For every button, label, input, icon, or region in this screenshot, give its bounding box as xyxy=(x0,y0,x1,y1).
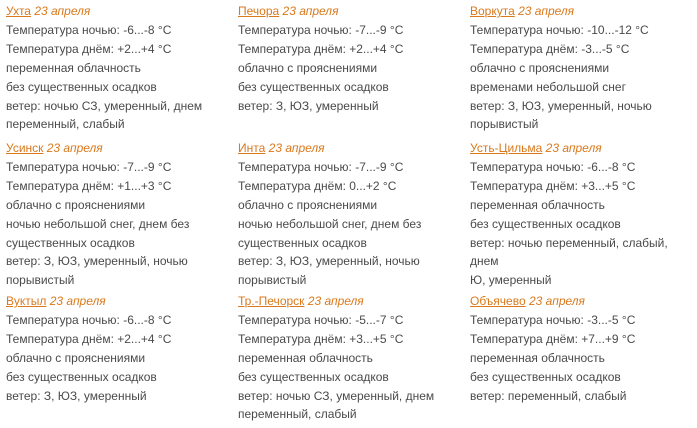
forecast-line: Температура ночью: -6...-8 °С xyxy=(6,22,172,37)
forecast-date: 23 апреля xyxy=(518,4,575,18)
forecast-line: временами небольшой снег xyxy=(470,79,626,94)
forecast-card xyxy=(6,2,238,139)
forecast-card xyxy=(6,292,238,426)
city-link[interactable]: Печора xyxy=(238,4,280,18)
city-link[interactable]: Усинск xyxy=(6,141,44,155)
forecast-line: переменный, слабый xyxy=(6,117,125,132)
forecast-card xyxy=(238,2,470,139)
city-link[interactable]: Инта xyxy=(238,141,266,155)
forecast-line: Температура ночью: -7...-9 °С xyxy=(238,22,404,37)
forecast-line: без существенных осадков xyxy=(6,79,157,94)
forecast-line: ветер: ночью переменный, слабый, днем xyxy=(470,235,668,269)
city-link[interactable]: Тр.-Печорск xyxy=(238,294,305,308)
forecast-card xyxy=(470,2,696,139)
forecast-line: Температура днём: +3...+5 °С xyxy=(238,331,404,346)
city-link[interactable]: Объячево xyxy=(470,294,526,308)
forecast-line: облачно с прояснениями xyxy=(6,197,146,212)
forecast-header xyxy=(470,292,696,311)
forecast-header xyxy=(6,292,238,311)
forecast-line: Температура ночью: -6...-8 °С xyxy=(470,159,636,174)
forecast-header xyxy=(470,2,696,21)
forecast-card xyxy=(470,139,696,292)
forecast-line: Температура ночью: -10...-12 °С xyxy=(470,22,649,37)
forecast-line: ветер: З, ЮЗ, умеренный, ночью xyxy=(470,98,652,113)
forecast-line: Температура днём: 0...+2 °С xyxy=(238,178,397,193)
forecast-line: переменная облачность xyxy=(470,197,605,212)
forecast-date: 23 апреля xyxy=(34,4,91,18)
forecast-card xyxy=(470,292,696,426)
forecast-line: Температура ночью: -5...-7 °С xyxy=(238,312,404,327)
city-link[interactable]: Ухта xyxy=(6,4,31,18)
forecast-line: существенных осадков xyxy=(6,235,135,250)
forecast-line: ветер: ночью СЗ, умеренный, днем xyxy=(238,388,435,403)
forecast-line: Температура днём: +2...+4 °С xyxy=(6,331,172,346)
forecast-date: 23 апреля xyxy=(307,294,364,308)
forecast-date: 23 апреля xyxy=(545,141,602,155)
forecast-line: Температура днём: -3...-5 °С xyxy=(470,41,630,56)
forecast-line: Температура ночью: -7...-9 °С xyxy=(238,159,404,174)
forecast-line: Температура днём: +1...+3 °С xyxy=(6,178,172,193)
forecast-line: облачно с прояснениями xyxy=(470,60,610,75)
forecast-date: 23 апреля xyxy=(46,141,103,155)
forecast-line: Температура днём: +2...+4 °С xyxy=(6,41,172,56)
forecast-line: ветер: З, ЮЗ, умеренный, ночью xyxy=(238,254,420,269)
forecast-line: переменный, слабый xyxy=(238,407,357,422)
forecast-line: порывистый xyxy=(6,273,75,288)
forecast-line: ночью небольшой снег, днем без xyxy=(238,216,422,231)
forecast-date: 23 апреля xyxy=(49,294,106,308)
forecast-date: 23 апреля xyxy=(282,4,339,18)
forecast-line: переменная облачность xyxy=(238,350,373,365)
forecast-card xyxy=(6,139,238,292)
forecast-card xyxy=(238,292,470,426)
forecast-line: порывистый xyxy=(238,273,307,288)
forecast-line: Температура ночью: -6...-8 °С xyxy=(6,312,172,327)
forecast-line: ветер: З, ЮЗ, умеренный xyxy=(238,98,379,113)
forecast-line: облачно с прояснениями xyxy=(238,197,378,212)
forecast-line: облачно с прояснениями xyxy=(238,60,378,75)
forecast-header xyxy=(6,139,238,158)
forecast-line: без существенных осадков xyxy=(470,216,621,231)
forecast-grid xyxy=(6,2,696,426)
forecast-header xyxy=(470,139,696,158)
forecast-line: ветер: переменный, слабый xyxy=(470,388,627,403)
forecast-header xyxy=(238,139,470,158)
forecast-line: Температура ночью: -7...-9 °С xyxy=(6,159,172,174)
forecast-line: ветер: З, ЮЗ, умеренный, ночью xyxy=(6,254,188,269)
forecast-line: Температура ночью: -3...-5 °С xyxy=(470,312,636,327)
forecast-date: 23 апреля xyxy=(529,294,585,308)
forecast-line: без существенных осадков xyxy=(238,369,389,384)
forecast-line: Температура днём: +2...+4 °С xyxy=(238,41,404,56)
forecast-line: ветер: ночью СЗ, умеренный, днем xyxy=(6,98,203,113)
forecast-line: Температура днём: +7...+9 °С xyxy=(470,331,636,346)
forecast-line: Температура днём: +3...+5 °С xyxy=(470,178,636,193)
forecast-card xyxy=(238,139,470,292)
forecast-line: ночью небольшой снег, днем без xyxy=(6,216,190,231)
city-link[interactable]: Усть-Цильма xyxy=(470,141,543,155)
forecast-line: без существенных осадков xyxy=(238,79,389,94)
forecast-line: переменная облачность xyxy=(470,350,605,365)
forecast-line: порывистый xyxy=(470,117,539,132)
forecast-line: без существенных осадков xyxy=(6,369,157,384)
forecast-line: без существенных осадков xyxy=(470,369,621,384)
forecast-line: переменная облачность xyxy=(6,60,141,75)
forecast-header xyxy=(238,2,470,21)
forecast-date: 23 апреля xyxy=(268,141,325,155)
forecast-line: облачно с прояснениями xyxy=(6,350,146,365)
forecast-header xyxy=(6,2,238,21)
forecast-line: существенных осадков xyxy=(238,235,367,250)
forecast-line: Ю, умеренный xyxy=(470,273,552,288)
forecast-header xyxy=(238,292,470,311)
forecast-line: ветер: З, ЮЗ, умеренный xyxy=(6,388,147,403)
city-link[interactable]: Вуктыл xyxy=(6,294,47,308)
city-link[interactable]: Воркута xyxy=(470,4,515,18)
